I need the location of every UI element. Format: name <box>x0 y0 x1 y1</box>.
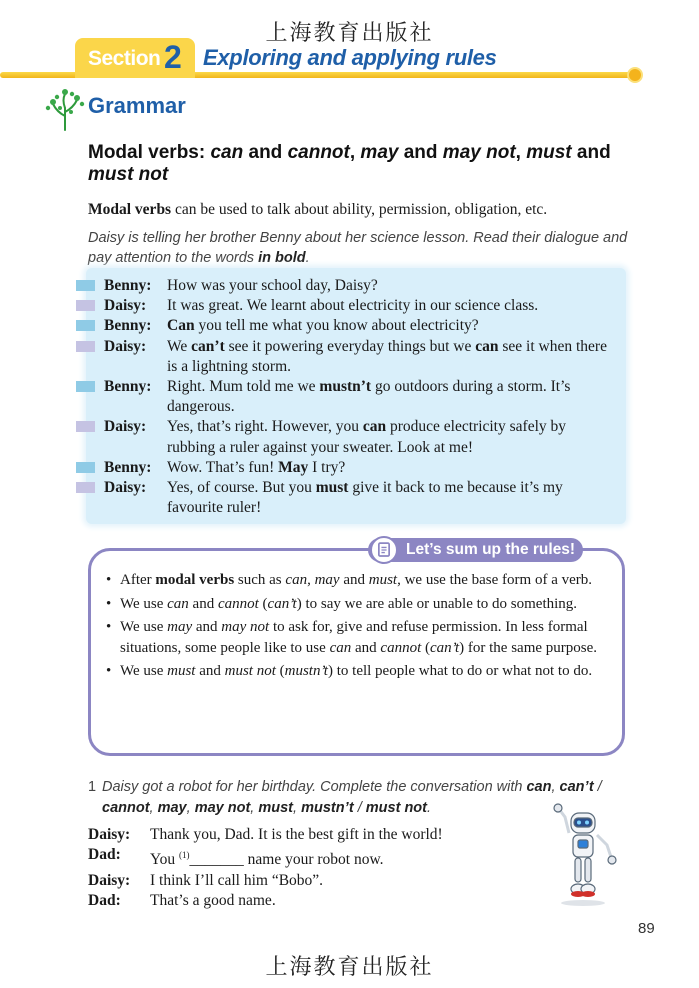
rule-segment: and <box>351 639 381 656</box>
exercise-text <box>150 871 528 891</box>
dialogue-segment: Right. Mum told me we <box>167 378 320 396</box>
dialogue-segment: May <box>278 458 309 476</box>
exercise-segment: can <box>526 779 552 795</box>
tree-icon <box>44 88 86 132</box>
dialogue-segment: We <box>167 337 192 355</box>
publisher-footer: 上海教育出版社 <box>265 955 434 980</box>
dialogue-segment: How was your school day, Daisy? <box>167 277 378 294</box>
rule-segment: , we use the base form of a verb. <box>397 572 593 588</box>
exercise-text <box>150 845 528 870</box>
exercise-line <box>88 825 528 845</box>
answer-blank[interactable]: _______ <box>189 851 244 869</box>
topic-part: may <box>360 142 399 163</box>
dialogue-text <box>167 337 607 377</box>
rules-list <box>104 570 614 685</box>
dialogue-text <box>167 276 607 296</box>
dialogue-segment: go outdoors during a storm. It’s dangerous. <box>167 378 571 416</box>
rule-segment: modal verbs <box>155 572 235 588</box>
exercise-segment: may not <box>194 800 251 816</box>
rule-segment: can’t <box>267 595 297 612</box>
instruction-text: Daisy is telling her brother Benny about her science lesson. Read their dialogue and pay attention to the words <box>88 230 628 266</box>
reading-instruction <box>88 228 628 268</box>
dialogue-segment: must <box>315 479 349 497</box>
instruction-end: . <box>305 250 310 266</box>
speaker-marker <box>76 462 95 473</box>
dialogue-line <box>76 276 636 296</box>
speaker-marker <box>76 300 95 311</box>
line-text: You <box>150 851 180 869</box>
topic-part: may not <box>442 142 516 163</box>
rule-segment: ( <box>421 639 430 656</box>
dialogue-segment: Yes, of course. But you <box>167 479 316 497</box>
dialogue-segment: It was great. We learnt about electricity in our science class. <box>167 297 539 315</box>
dialogue-segment: can’t <box>191 337 225 355</box>
rule-segment: may not <box>221 619 270 635</box>
exercise-segment: , <box>250 800 259 816</box>
speaker-name: Benny: <box>104 317 152 335</box>
dialogue-segment: can <box>362 418 387 436</box>
rule-segment: must <box>368 572 398 588</box>
rule-item <box>104 570 614 591</box>
dialogue-line <box>76 296 636 316</box>
speaker-name: Daisy: <box>104 337 147 355</box>
exercise-line <box>88 871 528 891</box>
rule-segment: and <box>339 572 369 588</box>
robot-illustration <box>545 803 620 908</box>
exercise-text <box>150 891 528 911</box>
dialogue-segment: you tell me what you know about electricity? <box>194 317 479 335</box>
topic-part: , <box>349 142 361 163</box>
exercise-segment: / <box>593 779 602 795</box>
rule-item <box>104 617 614 658</box>
speaker-name: Benny: <box>104 458 152 476</box>
section-banner-dot <box>627 67 643 83</box>
exercise-segment: , <box>293 800 302 816</box>
dialogue-segment: Can <box>167 317 195 335</box>
dialogue-segment: can <box>475 337 499 355</box>
exercise-line <box>88 891 528 911</box>
grammar-heading: Grammar <box>88 93 186 118</box>
speaker-name: Dad: <box>88 891 121 909</box>
rule-segment: ( <box>275 663 285 679</box>
exercise-segment: must not <box>365 800 427 816</box>
rule-segment: We use <box>120 595 168 612</box>
exercise-segment: mustn’t <box>301 800 354 816</box>
rule-segment: We use <box>120 619 168 635</box>
exercise-dialogue <box>88 825 528 911</box>
section-number: 2 <box>164 39 182 75</box>
speaker-marker <box>76 341 95 352</box>
speaker-name: Benny: <box>104 277 152 294</box>
rule-item <box>104 594 614 615</box>
rule-segment: cannot <box>380 639 422 656</box>
exercise-segment: . <box>427 800 432 816</box>
dialogue-line <box>76 417 636 457</box>
topic-part: can <box>210 142 244 163</box>
dialogue-segment: I try? <box>308 458 346 476</box>
dialogue-line <box>76 478 636 518</box>
dialogue-segment: mustn’t <box>319 378 372 396</box>
dialogue-segment: give it back to me because it’s my favourite ruler! <box>167 479 563 517</box>
rule-segment: and <box>188 595 218 612</box>
instruction-bold: in bold <box>258 250 306 266</box>
dialogue-text <box>167 316 607 336</box>
rule-segment: must not <box>224 663 276 679</box>
dialogue-segment: see it when there is a lightning storm. <box>167 337 607 375</box>
rule-segment: ) for the same purpose. <box>459 639 598 656</box>
rule-segment: can’t <box>429 639 460 656</box>
rule-segment: , <box>307 572 315 588</box>
exercise-segment: , <box>149 800 158 816</box>
speaker-marker <box>76 381 95 392</box>
speaker-name: Daisy: <box>104 418 147 436</box>
exercise-number: 1 <box>88 779 97 795</box>
intro-bold: Modal verbs <box>88 201 172 218</box>
exercise-segment: can’t <box>559 779 594 795</box>
dialogue-text <box>167 478 607 518</box>
exercise-segment: , <box>551 779 560 795</box>
speaker-name: Daisy: <box>88 871 131 889</box>
speaker-marker <box>76 421 95 432</box>
rule-segment: ) to tell people what to do or what not to do. <box>327 663 593 679</box>
topic-part: cannot <box>287 142 350 163</box>
exercise-line <box>88 845 528 870</box>
speaker-name: Benny: <box>104 378 152 396</box>
dialogue-text <box>167 296 607 316</box>
rule-segment: may <box>167 619 193 635</box>
speaker-marker <box>76 280 95 291</box>
line-text: Thank you, Dad. It is the best gift in the world! <box>150 826 443 843</box>
topic-part: must not <box>88 164 169 185</box>
topic-part: Modal verbs: <box>88 142 211 163</box>
exercise-segment: / <box>353 800 366 816</box>
rule-segment: can <box>285 572 308 588</box>
dialogue-segment: Yes, that’s right. However, you <box>167 418 363 436</box>
speaker-name: Daisy: <box>104 479 147 497</box>
exercise-segment: , <box>186 800 195 816</box>
dialogue-text <box>167 458 607 478</box>
dialogue-line <box>76 458 636 478</box>
dialogue-text <box>167 417 607 457</box>
intro-rest: can be used to talk about ability, permission, obligation, etc. <box>171 201 548 218</box>
speaker-name: Daisy: <box>104 297 147 315</box>
exercise-segment: may <box>157 800 187 816</box>
topic-part: and <box>571 142 611 163</box>
section-label: Section <box>88 47 161 70</box>
exercise-segment: must <box>258 800 293 816</box>
rule-segment: We use <box>120 663 168 679</box>
rule-segment: to ask for, give and refuse permission. In less formal situations, some people like to use <box>120 619 588 656</box>
rule-segment: After <box>120 572 156 588</box>
topic-part: must <box>526 142 572 163</box>
dialogue-segment: Wow. That’s fun! <box>167 458 279 476</box>
line-text: name your robot now. <box>243 851 384 869</box>
line-text: I think I’ll call him “Bobo”. <box>150 871 324 889</box>
page-number: 89 <box>638 920 655 937</box>
rule-segment: mustn’t <box>284 663 328 679</box>
publisher-header: 上海教育出版社 <box>265 21 434 46</box>
rule-segment: ( <box>258 595 268 612</box>
notes-icon <box>370 536 398 564</box>
intro-text <box>88 201 547 219</box>
line-text: That’s a good name. <box>150 891 276 909</box>
dialogue-list <box>76 276 636 518</box>
exercise-text <box>150 825 528 845</box>
speaker-name: Dad: <box>88 846 121 864</box>
exercise-segment: Daisy got a robot for her birthday. Complete the conversation with <box>102 779 527 795</box>
dialogue-segment: see it powering everyday things but we <box>224 337 476 355</box>
speaker-marker <box>76 320 95 331</box>
topic-part: and <box>243 142 288 163</box>
dialogue-segment: produce electricity safely by rubbing a ruler against your sweater. Look at me! <box>167 418 567 456</box>
rule-segment: and <box>195 663 225 679</box>
rule-segment: can <box>329 639 352 656</box>
rule-segment: can <box>167 595 189 612</box>
exercise-segment: cannot <box>102 800 150 816</box>
rule-segment: may <box>314 572 340 588</box>
blank-number: (1) <box>179 850 190 861</box>
rule-segment: ) to say we are able or unable to do something. <box>296 595 578 612</box>
speaker-name: Daisy: <box>88 826 131 843</box>
speaker-marker <box>76 482 95 493</box>
topic-title <box>88 142 648 186</box>
dialogue-line <box>76 377 636 417</box>
rule-segment: must <box>167 663 196 679</box>
rule-segment: and <box>192 619 222 635</box>
rule-segment: cannot <box>217 595 259 612</box>
topic-part: and <box>398 142 443 163</box>
section-title: Exploring and applying rules <box>203 45 497 70</box>
rule-segment: such as <box>234 572 286 588</box>
rule-item <box>104 661 614 682</box>
rules-title: Let’s sum up the rules! <box>368 538 583 562</box>
dialogue-text <box>167 377 607 417</box>
dialogue-line <box>76 337 636 377</box>
topic-part: , <box>515 142 527 163</box>
dialogue-line <box>76 316 636 336</box>
